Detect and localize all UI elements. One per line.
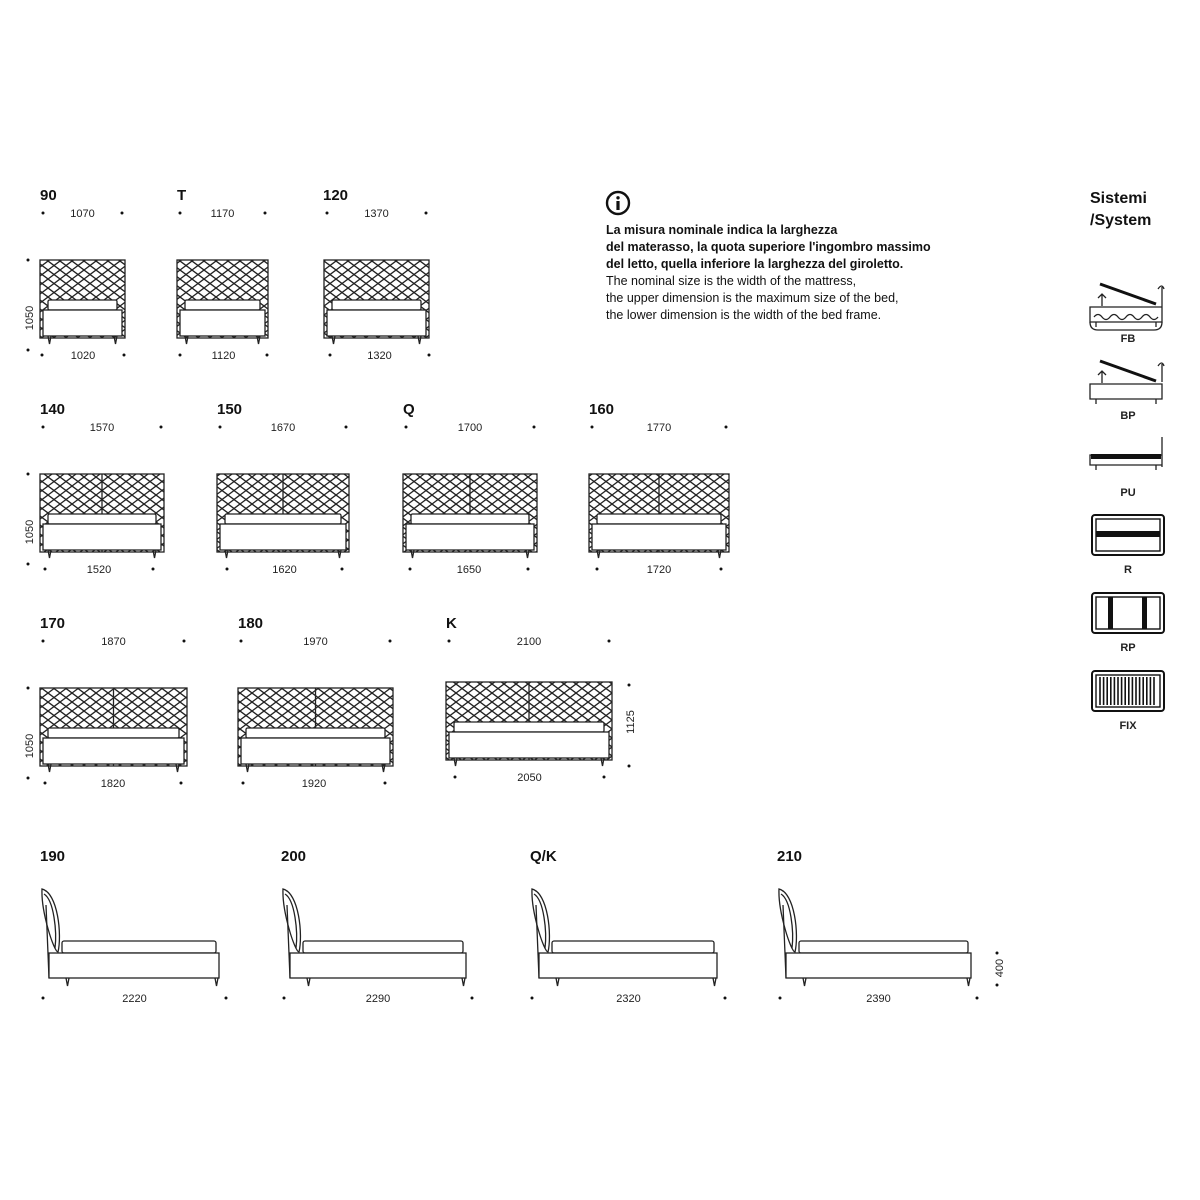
dimension-dot [389, 640, 392, 643]
dimension-dot [628, 684, 631, 687]
dimension-dot [226, 568, 229, 571]
top-dimension: 1370 [364, 208, 389, 220]
height-dimension: 1050 [24, 733, 36, 759]
dimension-dot [44, 568, 47, 571]
leg [967, 978, 970, 986]
mattress [799, 941, 968, 953]
dimension-dot [329, 354, 332, 357]
systems-icons [1090, 284, 1164, 732]
bed-frame [220, 524, 346, 550]
bottom-dimension: 1720 [646, 564, 672, 576]
system-code: RP [1120, 642, 1136, 654]
top-dimension: 1700 [457, 422, 483, 434]
note-it-line1: La misura nominale indica la larghezza [606, 223, 838, 237]
dimension-dot [27, 349, 30, 352]
bed-frame [43, 310, 122, 336]
dimension-dot [533, 426, 536, 429]
leg [556, 978, 559, 986]
size-label: 180 [238, 615, 264, 632]
dimension-dot [527, 568, 530, 571]
leg [307, 978, 310, 986]
top-dimension: 1670 [270, 422, 296, 434]
lift-arrow [1098, 294, 1106, 306]
dimension-dot [471, 997, 474, 1000]
leg [66, 978, 69, 986]
bed-front-90 [24, 187, 126, 362]
height-dimension: 1050 [24, 519, 36, 545]
bottom-dimension: 2050 [517, 772, 542, 784]
dimension-dot [27, 259, 30, 262]
dimension-dot [326, 212, 329, 215]
headboard-top [1158, 286, 1164, 289]
note-en-line3: the lower dimension is the width of the bed frame. [606, 308, 882, 322]
bed-frame [539, 953, 717, 978]
lifting-base [1100, 284, 1156, 304]
mattress [185, 300, 260, 310]
slat-frame-adjustable-icon [1092, 593, 1164, 654]
length-dimension: 2220 [122, 993, 147, 1005]
dimension-dot [779, 997, 782, 1000]
note-it-line2: del materasso, la quota superiore l'ingombro massimo [606, 240, 931, 254]
lifting-base [1100, 361, 1156, 381]
headboard-cushion [532, 889, 549, 952]
slat-frame-icon [1092, 515, 1164, 576]
dimension-dot [720, 568, 723, 571]
size-label: 120 [323, 187, 349, 204]
dimension-dot [123, 354, 126, 357]
dimension-dot [725, 426, 728, 429]
dimension-dot [608, 640, 611, 643]
slat-bar [1142, 597, 1147, 629]
bed-frame [43, 524, 161, 550]
mattress [62, 941, 216, 953]
leg [713, 978, 716, 986]
dimension-dot [428, 354, 431, 357]
systems-title-line1: Sistemi [1090, 190, 1147, 207]
dimension-dot [384, 782, 387, 785]
bottom-dimension: 1620 [272, 564, 297, 576]
systems-title [1090, 188, 1190, 232]
mattress [411, 514, 529, 524]
leg [462, 978, 465, 986]
dimension-dot [41, 354, 44, 357]
bed-front-160 [589, 401, 729, 576]
dimension-dot [976, 997, 979, 1000]
dimension-dot [183, 640, 186, 643]
bed-frame [786, 953, 971, 978]
feet [1096, 399, 1156, 404]
dimension-dot [409, 568, 412, 571]
dimension-dot [27, 473, 30, 476]
dimension-dot [996, 984, 999, 987]
system-code: FIX [1119, 720, 1137, 732]
system-code: BP [1120, 410, 1136, 422]
size-label: Q [403, 401, 415, 418]
bed-side-190 [40, 848, 228, 1005]
headboard-cushion [779, 889, 796, 952]
dimension-dot [27, 563, 30, 566]
dimension-dot [341, 568, 344, 571]
dimension-dot [44, 782, 47, 785]
bed-front-180 [238, 615, 393, 790]
dimension-dot [179, 212, 182, 215]
top-dimension: 2100 [516, 636, 542, 648]
bed-frame [449, 732, 609, 758]
bed-frame [43, 738, 184, 764]
dimension-dot [531, 997, 534, 1000]
lift-base-icon [1090, 361, 1164, 422]
bottom-dimension: 1650 [456, 564, 482, 576]
mattress [48, 728, 179, 738]
slat-bar [1096, 531, 1160, 537]
dimension-dot [219, 426, 222, 429]
dimension-dot [603, 776, 606, 779]
lift-arrow [1098, 371, 1106, 383]
mattress [48, 300, 117, 310]
bottom-dimension: 1920 [301, 778, 327, 790]
mattress [246, 728, 385, 738]
dimension-dot [724, 997, 727, 1000]
leg [803, 978, 806, 986]
mattress [48, 514, 156, 524]
slat-bar [1108, 597, 1113, 629]
bed-front-Q [403, 401, 537, 576]
size-label: K [446, 615, 457, 632]
top-dimension: 1770 [646, 422, 672, 434]
headboard-top [1158, 363, 1164, 366]
size-label: Q/K [530, 848, 557, 865]
height-dimension: 1125 [625, 710, 637, 734]
size-label: T [177, 187, 187, 204]
top-dimension: 1970 [303, 636, 328, 648]
bed-frame [290, 953, 466, 978]
top-dimension: 1170 [210, 208, 235, 220]
fixed-slats-icon [1092, 671, 1164, 732]
bed-front-K [446, 615, 637, 784]
bed-side-210 [777, 848, 1006, 1005]
mattress [552, 941, 714, 953]
top-dimension: 1870 [101, 636, 126, 648]
storage-wave [1094, 315, 1158, 320]
dimension-dot [152, 568, 155, 571]
dimension-dot [42, 640, 45, 643]
bottom-dimension: 1520 [86, 564, 112, 576]
dimension-dot [425, 212, 428, 215]
mattress [597, 514, 721, 524]
bottom-dimension: 1020 [70, 350, 96, 362]
size-label: 200 [281, 848, 307, 865]
flat-base [1091, 454, 1161, 459]
length-dimension: 2320 [616, 993, 641, 1005]
dimension-dot [180, 782, 183, 785]
info-icon [605, 190, 631, 216]
dimension-dot [27, 777, 30, 780]
bottom-dimension: 1120 [211, 350, 236, 362]
size-label: 170 [40, 615, 66, 632]
headboard-cushion [42, 889, 59, 952]
mattress [332, 300, 421, 310]
dimension-dot [591, 426, 594, 429]
dimension-dot [240, 640, 243, 643]
storage-lift-icon [1090, 284, 1164, 345]
feet [1096, 465, 1156, 470]
dimension-dot [283, 997, 286, 1000]
length-dimension: 2290 [365, 993, 391, 1005]
note-it-line3: del letto, quella inferiore la larghezza del giroletto. [606, 257, 904, 271]
mattress [454, 722, 604, 732]
flat-base-icon [1090, 437, 1162, 499]
length-dimension: 2390 [866, 993, 891, 1005]
size-label: 190 [40, 848, 66, 865]
bed-side-Q/K [530, 848, 727, 1005]
bed-front-150 [217, 401, 349, 576]
note-en-line2: the upper dimension is the maximum size of the bed, [606, 291, 899, 305]
dimension-dot [121, 212, 124, 215]
dimension-dot [160, 426, 163, 429]
system-code: PU [1120, 487, 1136, 499]
bed-front-140 [24, 401, 164, 576]
dimension-dot [266, 354, 269, 357]
size-label: 90 [40, 187, 57, 204]
bottom-dimension: 1320 [367, 350, 392, 362]
dimension-dot [42, 426, 45, 429]
dimension-dot [264, 212, 267, 215]
frame-outline [1090, 437, 1162, 467]
size-label: 160 [589, 401, 615, 418]
dimension-dot [454, 776, 457, 779]
frame-inner [1096, 597, 1160, 629]
size-label: 140 [40, 401, 66, 418]
dimension-dot [42, 997, 45, 1000]
dimension-dot [225, 997, 228, 1000]
dimension-dot [405, 426, 408, 429]
storage-box [1090, 322, 1162, 330]
leg [215, 978, 218, 986]
side-views [40, 848, 1006, 1005]
mattress [303, 941, 463, 953]
headboard-cushion [283, 889, 300, 952]
systems-title-line2: /System [1090, 212, 1152, 229]
note-en-line1: The nominal size is the width of the mattress, [606, 274, 857, 288]
dimension-dot [596, 568, 599, 571]
height-dimension: 1050 [24, 305, 36, 331]
bed-frame [592, 524, 726, 550]
bed-frame [327, 310, 426, 336]
top-dimension: 1070 [70, 208, 95, 220]
bed-front-170 [24, 615, 187, 790]
bed-frame [406, 524, 534, 550]
bed-front-120 [323, 187, 431, 362]
system-code: R [1124, 564, 1132, 576]
dimension-dot [179, 354, 182, 357]
bed-frame [241, 738, 390, 764]
bottom-dimension: 1820 [100, 778, 126, 790]
size-label: 210 [777, 848, 803, 865]
top-dimension: 1570 [89, 422, 115, 434]
dimension-dot [27, 687, 30, 690]
height-dimension: 400 [994, 958, 1006, 978]
dimension-note [606, 222, 986, 324]
bed-frame [180, 310, 265, 336]
bed-frame [49, 953, 219, 978]
mattress [225, 514, 341, 524]
bed-front-T [177, 187, 269, 362]
system-code: FB [1120, 333, 1136, 345]
dimension-dot [996, 952, 999, 955]
dimension-dot [448, 640, 451, 643]
bed-side-200 [281, 848, 474, 1005]
feet [1096, 322, 1156, 327]
dimension-dot [42, 212, 45, 215]
dimension-dot [242, 782, 245, 785]
size-label: 150 [217, 401, 243, 418]
dimension-dot [628, 765, 631, 768]
dimension-dot [345, 426, 348, 429]
